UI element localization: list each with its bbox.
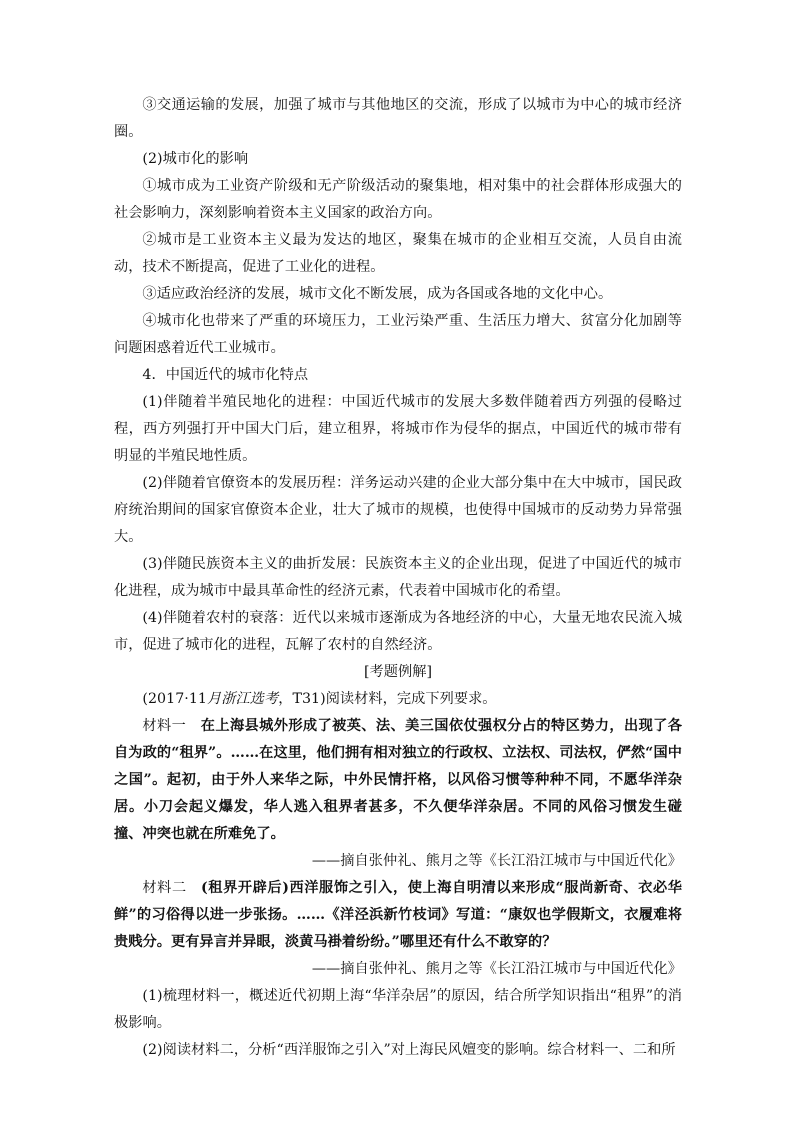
feature-1-lead: (1)伴随着半殖民地化的进程： <box>142 394 342 410</box>
exam-intro <box>114 686 682 713</box>
material-2-source: ——摘自张仲礼、熊月之等《长江沿江城市与中国近代化》 <box>311 961 682 977</box>
exam-intro-suffix: ，T31)阅读材料，完成下列要求。 <box>278 691 497 707</box>
material-2-label: 材料二 <box>142 880 187 896</box>
paragraph-feature-1 <box>114 389 682 470</box>
material-1-source: ——摘自张仲礼、熊月之等《长江沿江城市与中国近代化》 <box>311 853 682 869</box>
material-2-text: (租界开辟后)西洋服饰之引入，使上海自明清以来形成“服尚新奇、衣必华鲜”的习俗得以进一步张扬。……《洋泾浜新竹枝词》写道：“康奴也学假斯文，衣履难将贵贱分。更有异言并异眼，淡黄马褂着纷纷。”哪里还有什么不敢穿的？ <box>114 880 682 950</box>
feature-2-lead: (2)伴随着官僚资本的发展历程： <box>142 475 351 491</box>
material-1 <box>114 713 682 848</box>
heading-urbanization-impact: (2)城市化的影响 <box>142 151 249 167</box>
exam-intro-exam: 月浙江选考 <box>207 691 279 707</box>
question-2: (2)阅读材料二，分析“西洋服饰之引入”对上海民风嬗变的影响。综合材料一、二和所 <box>142 1042 676 1058</box>
feature-1-body: 中国近代城市的发展大多数伴随着西方列强的侵略过程，西方列强打开中国大门后，建立租界，将城市作为侵华的据点，中国近代的城市带有明显的半殖民地性质。 <box>114 394 682 464</box>
paragraph-impact-2: ②城市是工业资本主义最为发达的地区，聚集在城市的企业相互交流，人员自由流动，技术不断提高，促进了工业化的进程。 <box>114 232 682 275</box>
paragraph-feature-2 <box>114 470 682 551</box>
heading-china-urbanization: 4．中国近代的城市化特点 <box>142 367 309 383</box>
paragraph-impact-4: ④城市化也带来了严重的环境压力，工业污染严重、生活压力增大、贫富分化加剧等问题困惑着近代工业城市。 <box>114 313 682 356</box>
feature-3-body: 民族资本主义的企业出现，促进了中国近代的城市化进程，成为城市中最具革命性的经济元素，代表着中国城市化的希望。 <box>114 556 682 599</box>
section-title-exam-example: [考题例解] <box>363 664 433 680</box>
feature-4-body: 近代以来城市逐渐成为各地经济的中心，大量无地农民流入城市，促进了城市化的进程，瓦解了农村的自然经济。 <box>114 610 682 653</box>
material-1-label: 材料一 <box>142 718 187 734</box>
paragraph-transport: ③交通运输的发展，加强了城市与其他地区的交流，形成了以城市为中心的城市经济圈。 <box>114 97 682 140</box>
paragraph-feature-3 <box>114 551 682 605</box>
feature-2-body: 洋务运动兴建的企业大部分集中在大中城市，国民政府统治期间的国家官僚资本企业，壮大了城市的规模，也使得中国城市的反动势力异常强大。 <box>114 475 682 545</box>
paragraph-impact-1: ①城市成为工业资产阶级和无产阶级活动的聚集地，相对集中的社会群体形成强大的社会影响力，深刻影响着资本主义国家的政治方向。 <box>114 178 682 221</box>
feature-4-lead: (4)伴随着农村的衰落： <box>142 610 293 626</box>
material-1-text: 在上海县城外形成了被英、法、美三国依仗强权分占的特区势力，出现了各自为政的“租界”。……在这里，他们拥有相对独立的行政权、立法权、司法权，俨然“国中之国”。起初，由于外人来华之际，中外民情扞格，以风俗习惯等种种不同，不愿华洋杂居。小刀会起义爆发，华人逃入租界者甚多，不久便华洋杂居。不同的风俗习惯发生碰撞、冲突也就在所难免了。 <box>114 718 682 842</box>
exam-intro-prefix: (2017·11 <box>142 691 207 707</box>
document-body <box>114 92 682 1064</box>
paragraph-impact-3: ③适应政治经济的发展，城市文化不断发展，成为各国或各地的文化中心。 <box>142 286 613 302</box>
material-2 <box>114 875 682 956</box>
paragraph-feature-4 <box>114 605 682 659</box>
question-1: (1)梳理材料一，概述近代初期上海“华洋杂居”的原因，结合所学知识指出“租界”的消极影响。 <box>114 988 682 1031</box>
feature-3-lead: (3)伴随民族资本主义的曲折发展： <box>142 556 365 572</box>
